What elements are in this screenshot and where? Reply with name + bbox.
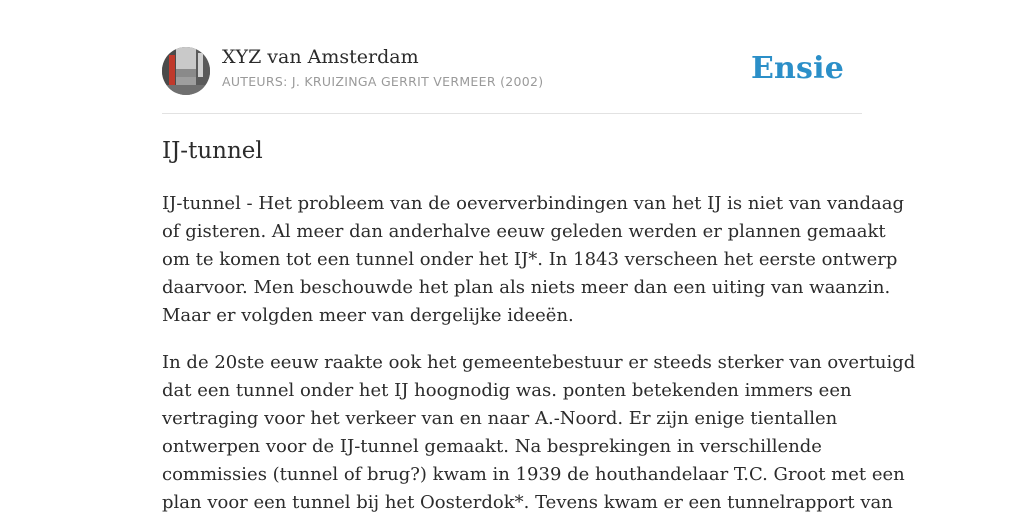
book-title[interactable]: XYZ van Amsterdam	[222, 46, 419, 68]
street-photo-icon	[162, 47, 210, 95]
ensie-logo[interactable]: Ensie	[750, 51, 844, 86]
paragraph	[162, 349, 916, 512]
text-line: commissies (tunnel of brug?) kwam in 1939 de houthandelaar T.C. Groot met een	[162, 464, 905, 485]
text-line: om te komen tot een tunnel onder het IJ*. In 1843 verscheen het eerste ontwerp	[162, 249, 898, 270]
text-line: Maar er volgden meer van dergelijke ideeën.	[162, 305, 574, 326]
page-container	[162, 0, 916, 512]
text-line: IJ-tunnel - Het probleem van de oeververbindingen van het IJ is niet van vandaag	[162, 193, 905, 214]
paragraph	[162, 190, 905, 330]
text-line: dat een tunnel onder het IJ hoognodig was. ponten betekenden immers een	[162, 380, 852, 401]
text-line: In de 20ste eeuw raakte ook het gemeentebestuur er steeds sterker van overtuigd	[162, 352, 916, 373]
text-line: vertraging voor het verkeer van en naar A.-Noord. Er zijn enige tientallen	[162, 408, 838, 429]
entry-body	[162, 190, 916, 512]
entry-title: IJ-tunnel	[162, 138, 263, 164]
text-line: daarvoor. Men beschouwde het plan als niets meer dan een uiting van waanzin.	[162, 277, 891, 298]
text-line: plan voor een tunnel bij het Oosterdok*. Tevens kwam er een tunnelrapport van	[162, 492, 893, 512]
text-line: of gisteren. Al meer dan anderhalve eeuw geleden werden er plannen gemaakt	[162, 221, 886, 242]
book-authors: AUTEURS: J. KRUIZINGA GERRIT VERMEER (2002)	[222, 74, 544, 89]
text-line: ontwerpen voor de IJ-tunnel gemaakt. Na besprekingen in verschillende	[162, 436, 822, 457]
book-cover-avatar[interactable]	[162, 47, 210, 95]
book-header	[162, 0, 862, 114]
